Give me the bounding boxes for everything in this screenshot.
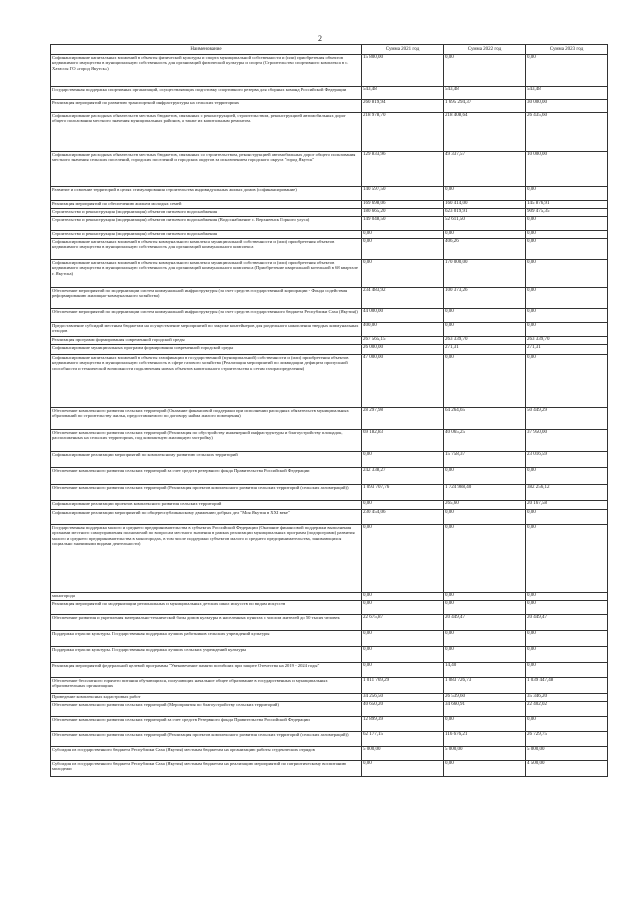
row-sum-2022-cell: 0,00 (444, 525, 526, 593)
row-sum-2021-cell: 47 000,00 (362, 355, 444, 408)
row-sum-2023-cell: 0,00 (526, 55, 608, 87)
row-sum-2022-cell: 5 000,00 (444, 747, 526, 761)
row-sum-2022-cell: 543,48 (444, 87, 526, 100)
row-name-cell: Софинансирование капитальных вложений в объекты коммунального комплекса муниципальной собственности и (или) приобретения объектов недвижимого имущества в муниципальную собственность для организаций коммунального комплекса (Приобретение квартальной котельной в 68 квартале г. Якутска) (51, 260, 362, 288)
row-sum-2022-cell: 15 758,37 (444, 452, 526, 468)
row-sum-2023-cell: 20 167,58 (526, 501, 608, 510)
table-row (51, 100, 608, 113)
header-sum-2021: Сумма 2021 год (362, 45, 444, 55)
row-sum-2021-cell: 44 000,00 (362, 309, 444, 323)
row-sum-2023-cell: 35 346,20 (526, 694, 608, 702)
row-name-cell: Обеспечение комплексного развития сельских территорий (Реализация по обустройству инженерной инфраструктуры и благоустройству площадок, расположенных на сельских территориях, под компактную жилищную застройку) (51, 430, 362, 452)
row-sum-2023-cell: 0,00 (526, 510, 608, 525)
row-sum-2021-cell: 234 483,92 (362, 288, 444, 309)
row-sum-2022-cell: 406,26 (444, 239, 526, 260)
row-sum-2023-cell: 23 016,59 (526, 452, 608, 468)
row-name-cell: Обеспечение комплексного развития сельских территорий за счет средств Резервного фонда Правительства Российской Федерации (51, 717, 362, 732)
table-row (51, 209, 608, 217)
row-sum-2022-cell: 0,00 (444, 355, 526, 408)
row-sum-2021-cell: 140 597,50 (362, 187, 444, 201)
table-row (51, 732, 608, 747)
row-sum-2021-cell: 242 338,27 (362, 468, 444, 485)
row-sum-2021-cell: 0,00 (362, 593, 444, 601)
table-row (51, 702, 608, 717)
row-sum-2023-cell: 0,00 (526, 309, 608, 323)
table-row (51, 260, 608, 288)
row-name-cell: Софинансирование капитальных вложений в объекты коммунального комплекса муниципальной собственности и (или) приобретения объектов недвижимого имущества в муниципальную собственность для организаций коммунального комплекса (51, 239, 362, 260)
table-row (51, 601, 608, 615)
header-sum-2022: Сумма 2022 год (444, 45, 526, 55)
row-sum-2021-cell: 34 256,50 (362, 694, 444, 702)
row-sum-2021-cell: 180 665,20 (362, 209, 444, 217)
table-row (51, 747, 608, 761)
table-row (51, 55, 608, 87)
row-name-cell: Государственная поддержка малого и среднего предпринимательства в субъектах Российской Федерации (Оказание финансовой поддержки выполнения органами местного самоуправления полномочий по вопросам местного значения в рамках реализации муниципальных программ (подпрограмм) развития малого и среднего предпринимательства в моногородах, в том числе поддержки субъектов малого и среднего предпринимательства, занимающихся социально значимыми видами деятельности) (51, 525, 362, 593)
row-sum-2021-cell: 543,48 (362, 87, 444, 100)
row-sum-2022-cell: 40 065,25 (444, 430, 526, 452)
row-sum-2021-cell: 149 048,50 (362, 217, 444, 231)
table-row (51, 288, 608, 309)
table-row (51, 663, 608, 678)
row-sum-2021-cell: 230 454,06 (362, 510, 444, 525)
subsidy-table (50, 44, 608, 777)
row-name-cell: Проведение комплексных кадастровых работ (51, 694, 362, 702)
table-row (51, 408, 608, 430)
table-row (51, 468, 608, 485)
row-sum-2021-cell: 0,00 (362, 501, 444, 510)
row-sum-2023-cell: 0,00 (526, 525, 608, 593)
table-row (51, 201, 608, 209)
row-sum-2023-cell: 909 475,35 (526, 209, 608, 217)
row-name-cell: Обеспечение комплексного развития сельских территорий (Оказание финансовой поддержки при исполнении расходных обязательств муниципальных образований по строительству жилья, предоставляемого по договору найма жилого помещения) (51, 408, 362, 430)
row-sum-2021-cell: 5 000,00 (362, 747, 444, 761)
row-sum-2023-cell: 5 000,00 (526, 747, 608, 761)
row-sum-2023-cell: 0,00 (526, 717, 608, 732)
table-header-row (51, 45, 608, 55)
table-row (51, 355, 608, 408)
row-sum-2022-cell: 20 449,47 (444, 615, 526, 631)
row-sum-2022-cell: 0,00 (444, 717, 526, 732)
row-sum-2022-cell: 26 539,60 (444, 694, 526, 702)
row-sum-2022-cell: 116 676,21 (444, 732, 526, 747)
row-name-cell: Обеспечение бесплатного горячего питания обучающихся, получающих начальное общее образование в государственных и муниципальных образовательных организациях (51, 678, 362, 694)
row-sum-2022-cell: 49 337,57 (444, 152, 526, 187)
table-row (51, 615, 608, 631)
row-sum-2023-cell: 0,00 (526, 217, 608, 231)
row-sum-2021-cell: 0,00 (362, 631, 444, 647)
row-name-cell: Софинансирование реализации мероприятий по комплексному развитию сельских территорий (51, 452, 362, 468)
row-sum-2021-cell: 267 565,15 (362, 337, 444, 345)
table-row (51, 694, 608, 702)
table-row (51, 501, 608, 510)
row-sum-2022-cell: 0,00 (444, 187, 526, 201)
row-name-cell: моногорода (51, 593, 362, 601)
row-sum-2022-cell: 1 083 726,73 (444, 678, 526, 694)
row-sum-2022-cell: 0,00 (444, 231, 526, 239)
row-sum-2023-cell: 22 402,02 (526, 702, 608, 717)
row-sum-2022-cell: 0,00 (444, 647, 526, 663)
row-sum-2023-cell: 0,00 (526, 647, 608, 663)
row-name-cell: Обеспечение мероприятий по модернизации систем коммунальной инфраструктуры (за счет средств государственной корпорации - Фонда содействия реформированию жилищно-коммунального хозяйства) (51, 288, 362, 309)
row-name-cell: Обеспечение мероприятий по модернизации систем коммунальной инфраструктуры (за счет средств государственного бюджета Республики Саха (Якутия)) (51, 309, 362, 323)
row-name-cell: Обеспечение развития и укрепления материально-технической базы домов культуры в населенных пунктах с числом жителей до 50 тысяч человек (51, 615, 362, 631)
table-row (51, 239, 608, 260)
row-sum-2021-cell: 0,00 (362, 761, 444, 777)
row-sum-2021-cell: 0,00 (362, 525, 444, 593)
row-sum-2023-cell: 382 256,12 (526, 485, 608, 501)
row-sum-2023-cell: 50 449,29 (526, 408, 608, 430)
row-name-cell: Строительство и реконструкция (модернизация) объектов питьевого водоснабжения (51, 231, 362, 239)
row-sum-2022-cell: 0,00 (444, 323, 526, 337)
row-sum-2022-cell: 170 000,00 (444, 260, 526, 288)
table-body (51, 55, 608, 777)
table-row (51, 430, 608, 452)
row-sum-2022-cell: 0,00 (444, 309, 526, 323)
header-name: Наименование (51, 45, 362, 55)
row-name-cell: Реализация мероприятий по развитию транспортной инфраструктуры на сельских территориях (51, 100, 362, 113)
row-sum-2022-cell: 34 660,91 (444, 702, 526, 717)
row-name-cell: Обеспечение комплексного развития сельских территорий (Реализация проектов комплексного развития сельских территорий (сельских агломераций)) (51, 732, 362, 747)
table-row (51, 187, 608, 201)
row-sum-2022-cell: 1 695 294,37 (444, 100, 526, 113)
table-row (51, 337, 608, 345)
row-name-cell: Софинансирование капитальных вложений в объекты газификации в государственной (муниципальной) собственности и (или) приобретения объектов недвижимого имущества в муниципальную собственность в сфере газового хозяйства (Реализация мероприятий по ликвидации дефицита пропускной способности и технической возможности подключения новых объектов капитального строительства к сетям газораспределения) (51, 355, 362, 408)
table-row (51, 678, 608, 694)
row-sum-2022-cell: 160 414,00 (444, 201, 526, 209)
row-sum-2023-cell: 30 000,00 (526, 100, 608, 113)
row-sum-2022-cell: 0,00 (444, 631, 526, 647)
row-name-cell: Поддержка отрасли культуры. Государственная поддержка лучших сельских учреждений культуры (51, 647, 362, 663)
table-row (51, 647, 608, 663)
row-sum-2022-cell: 64 264,65 (444, 408, 526, 430)
row-sum-2023-cell: 20 449,47 (526, 615, 608, 631)
row-sum-2021-cell: 400,00 (362, 323, 444, 337)
row-sum-2021-cell: 15 800,00 (362, 55, 444, 87)
row-sum-2022-cell: 623 019,91 (444, 209, 526, 217)
row-sum-2021-cell: 1 011 769,29 (362, 678, 444, 694)
row-sum-2023-cell: 0,00 (526, 239, 608, 260)
row-sum-2021-cell: 260 819,94 (362, 100, 444, 113)
row-sum-2023-cell: 26 729,75 (526, 732, 608, 747)
table-row (51, 231, 608, 239)
row-name-cell: Строительство и реконструкция (модернизация) объектов питьевого водоснабжения (51, 209, 362, 217)
row-sum-2022-cell: 263 339,70 (444, 337, 526, 345)
row-sum-2021-cell: 0,00 (362, 647, 444, 663)
row-sum-2023-cell: 271,31 (526, 345, 608, 355)
row-sum-2023-cell: 1 039 447,48 (526, 678, 608, 694)
row-sum-2022-cell: 100 373,26 (444, 288, 526, 309)
row-name-cell: Софинансирование расходных обязательств местных бюджетов, связанных со строительством, реконструкцией автомобильных дорог общего пользования местного значения сельских поселений, городских поселений и городских округов за исключением городского округа "город Якутск" (51, 152, 362, 187)
row-sum-2023-cell: 0,00 (526, 593, 608, 601)
header-sum-2023: Сумма 2023 год (526, 45, 608, 55)
row-sum-2021-cell: 0,00 (362, 231, 444, 239)
row-sum-2022-cell: 271,31 (444, 345, 526, 355)
row-sum-2023-cell: 0,00 (526, 187, 608, 201)
row-name-cell: Государственная поддержка спортивных организаций, осуществляющих подготовку спортивного резерва для сборных команд Российской Федерации (51, 87, 362, 100)
row-name-cell: Софинансирование муниципальных программ формирования современной городской среды (51, 345, 362, 355)
row-name-cell: Строительство и реконструкция (модернизация) объектов питьевого водоснабжения (Водоснабжение с. Верхнеенск Горного улуса) (51, 217, 362, 231)
row-sum-2022-cell: 14,40 (444, 663, 526, 678)
row-sum-2023-cell: 0,00 (526, 355, 608, 408)
row-sum-2021-cell: 0,00 (362, 663, 444, 678)
table-row (51, 761, 608, 777)
table-row (51, 485, 608, 501)
row-sum-2022-cell: 0,00 (444, 468, 526, 485)
row-name-cell: Реализация мероприятий по модернизации региональных и муниципальных детских школ искусств по видам искусств (51, 601, 362, 615)
row-sum-2023-cell: 26 435,60 (526, 113, 608, 152)
row-name-cell: Реализация программ формирования современной городской среды (51, 337, 362, 345)
row-sum-2023-cell: 0,00 (526, 288, 608, 309)
table-row (51, 87, 608, 100)
row-name-cell: Софинансирование реализации проектов комплексного развития сельских территорий (51, 501, 362, 510)
row-sum-2022-cell: 218 408,64 (444, 113, 526, 152)
row-sum-2021-cell: 169 698,06 (362, 201, 444, 209)
row-sum-2021-cell: 0,00 (362, 601, 444, 615)
row-sum-2021-cell: 218 978,70 (362, 113, 444, 152)
row-sum-2022-cell: 0,00 (444, 55, 526, 87)
table-row (51, 309, 608, 323)
row-sum-2023-cell: 37 950,00 (526, 430, 608, 452)
row-sum-2023-cell: 145 876,91 (526, 201, 608, 209)
row-sum-2023-cell: 0,00 (526, 601, 608, 615)
row-sum-2021-cell: 69 182,83 (362, 430, 444, 452)
row-sum-2023-cell: 0,00 (526, 323, 608, 337)
row-sum-2022-cell: 0,00 (444, 601, 526, 615)
row-name-cell: Софинансирование расходных обязательств местных бюджетов, связанных с реконструкцией, строительством, реконструкцией автомобильных дорог общего пользования местного значения муниципальных районов, а также их капитальным ремонтом. (51, 113, 362, 152)
row-name-cell: Субсидия из государственного бюджета Республики Саха (Якутия) местным бюджетам на организацию работы студенческих отрядов (51, 747, 362, 761)
row-sum-2023-cell: 0,00 (526, 231, 608, 239)
row-sum-2023-cell: 4 500,00 (526, 761, 608, 777)
row-sum-2021-cell: 26 000,00 (362, 345, 444, 355)
row-name-cell: Обеспечение комплексного развития сельских территорий (Мероприятия по благоустройству сельских территорий) (51, 702, 362, 717)
table-row (51, 113, 608, 152)
row-sum-2023-cell: 0,00 (526, 663, 608, 678)
row-sum-2021-cell: 40 650,20 (362, 702, 444, 717)
table-row (51, 510, 608, 525)
row-name-cell: Обеспечение комплексного развития сельских территорий за счет средств резервного фонда Правительства Российской Федерации (51, 468, 362, 485)
table-row (51, 217, 608, 231)
row-name-cell: Субсидия из государственного бюджета Республики Саха (Якутия) местным бюджетам на реализацию мероприятий по патриотическому воспитанию молодежи (51, 761, 362, 777)
row-sum-2023-cell: 10 000,00 (526, 152, 608, 187)
row-sum-2022-cell: 0,00 (444, 593, 526, 601)
row-sum-2022-cell: 265,60 (444, 501, 526, 510)
row-sum-2021-cell: 0,00 (362, 452, 444, 468)
table-row (51, 593, 608, 601)
row-sum-2022-cell: 0,00 (444, 761, 526, 777)
row-sum-2023-cell: 0,00 (526, 468, 608, 485)
row-name-cell: Поддержка отрасли культуры. Государственная поддержка лучших работников сельских учреждений культуры (51, 631, 362, 647)
row-name-cell: Обеспечение комплексного развития сельских территорий (Реализация проектов комплексного развития сельских территорий (сельских агломераций)) (51, 485, 362, 501)
table-row (51, 525, 608, 593)
row-name-cell: Реализация мероприятий федеральной целевой программы "Увековечение памяти погибших при защите Отечества на 2019 - 2024 годы" (51, 663, 362, 678)
table-row (51, 323, 608, 337)
row-sum-2023-cell: 0,00 (526, 631, 608, 647)
row-name-cell: Предоставление субсидий местным бюджетам на осуществление мероприятий по закупке контейнеров для раздельного накопления твердых коммунальных отходов (51, 323, 362, 337)
row-sum-2021-cell: 28 297,98 (362, 408, 444, 430)
row-sum-2021-cell: 22 675,87 (362, 615, 444, 631)
row-name-cell: Развитие и освоение территорий в целях стимулирования строительства индивидуальных жилых домов (софинансирование) (51, 187, 362, 201)
row-sum-2021-cell: 1 093 707,76 (362, 485, 444, 501)
row-sum-2022-cell: 52 611,50 (444, 217, 526, 231)
row-sum-2021-cell: 129 833,96 (362, 152, 444, 187)
row-sum-2023-cell: 0,00 (526, 260, 608, 288)
row-sum-2021-cell: 62 177,15 (362, 732, 444, 747)
table-row (51, 345, 608, 355)
table-row (51, 717, 608, 732)
row-name-cell: Софинансирование капитальных вложений в объекты физической культуры и спорта муниципальной собственности и (или) приобретения объектов недвижимого имущества в муниципальную собственность для организаций физической культуры и спорта (Строительство спортивного комплекса в с. Хатассы ГО «город Якутск») (51, 55, 362, 87)
page-number: 2 (318, 34, 322, 43)
row-sum-2022-cell: 0,00 (444, 510, 526, 525)
row-sum-2021-cell: 12 899,39 (362, 717, 444, 732)
row-sum-2021-cell: 0,00 (362, 239, 444, 260)
table-row (51, 452, 608, 468)
table-row (51, 152, 608, 187)
table-row (51, 631, 608, 647)
row-sum-2022-cell: 1 724 988,40 (444, 485, 526, 501)
row-name-cell: Реализация мероприятий по обеспечению жильем молодых семей (51, 201, 362, 209)
row-sum-2021-cell: 0,00 (362, 260, 444, 288)
row-sum-2023-cell: 543,48 (526, 87, 608, 100)
row-name-cell: Софинансирование реализации мероприятий по общереспубликанскому движению добрых дел "Моя Якутия в XXI веке" (51, 510, 362, 525)
row-sum-2023-cell: 263 339,70 (526, 337, 608, 345)
